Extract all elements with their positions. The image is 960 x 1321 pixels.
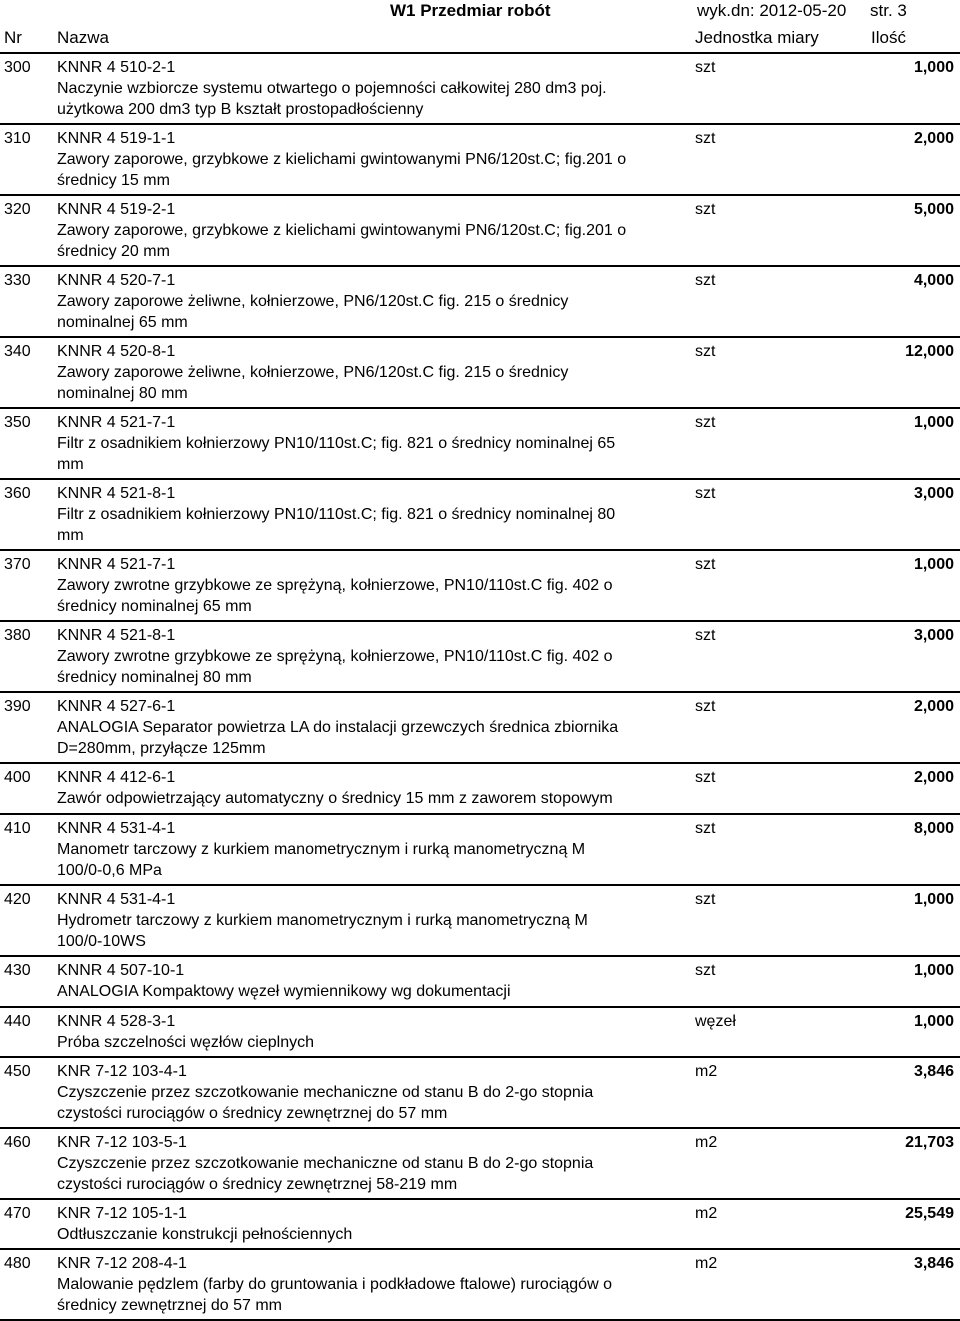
row-quantity: 2,000 <box>913 698 954 715</box>
catalog-code: KNNR 4 520-7-1 <box>57 272 176 289</box>
table-header <box>0 24 960 54</box>
column-header-quantity: Ilość <box>871 28 906 47</box>
document-date: wyk.dn: 2012-05-20 <box>697 1 847 20</box>
catalog-code: KNNR 4 520-8-1 <box>57 343 176 360</box>
row-description <box>57 1200 697 1247</box>
description-line: mm <box>57 527 84 544</box>
description-line: nominalnej 80 mm <box>57 385 188 402</box>
catalog-code: KNR 7-12 105-1-1 <box>57 1205 187 1222</box>
row-description <box>57 1129 697 1197</box>
row-unit: węzeł <box>695 1013 736 1030</box>
description-line: Zawory zaporowe żeliwne, kołnierzowe, PN6/120st.C fig. 215 o średnicy <box>57 293 569 310</box>
row-description <box>57 693 697 761</box>
description-line: ANALOGIA Separator powietrza LA do instalacji grzewczych średnica zbiornika <box>57 719 619 736</box>
table-row <box>0 886 960 957</box>
description-line: Manometr tarczowy z kurkiem manometrycznym i rurką manometryczną M <box>57 841 586 858</box>
row-quantity: 2,000 <box>913 130 954 147</box>
row-unit: szt <box>695 343 716 360</box>
catalog-code: KNNR 4 510-2-1 <box>57 59 176 76</box>
row-number: 370 <box>4 556 31 573</box>
column-header-name: Nazwa <box>57 28 109 47</box>
row-quantity: 2,000 <box>913 769 954 786</box>
row-number: 480 <box>4 1255 31 1272</box>
row-number: 300 <box>4 59 31 76</box>
row-number: 470 <box>4 1205 31 1222</box>
description-line: ANALOGIA Kompaktowy węzeł wymiennikowy wg dokumentacji <box>57 983 511 1000</box>
description-line: Zawory zaporowe, grzybkowe z kielichami gwintowanymi PN6/120st.C; fig.201 o <box>57 222 627 239</box>
row-unit: szt <box>695 962 716 979</box>
table-row <box>0 480 960 551</box>
document-title: W1 Przedmiar robót <box>390 1 551 20</box>
catalog-code: KNNR 4 531-4-1 <box>57 820 176 837</box>
row-quantity: 25,549 <box>905 1205 954 1222</box>
table-row <box>0 764 960 815</box>
row-unit: szt <box>695 201 716 218</box>
row-unit: szt <box>695 769 716 786</box>
row-quantity: 3,000 <box>913 485 954 502</box>
row-description <box>57 338 697 406</box>
row-description <box>57 1008 697 1055</box>
row-number: 400 <box>4 769 31 786</box>
description-line: Czyszczenie przez szczotkowanie mechaniczne od stanu B do 2-go stopnia <box>57 1155 594 1172</box>
table-row <box>0 622 960 693</box>
row-description <box>57 957 697 1004</box>
row-quantity: 4,000 <box>913 272 954 289</box>
row-number: 460 <box>4 1134 31 1151</box>
row-description <box>57 409 697 477</box>
description-line: mm <box>57 456 84 473</box>
row-unit: m2 <box>695 1134 718 1151</box>
description-line: 100/0-0,6 MPa <box>57 862 162 879</box>
row-number: 330 <box>4 272 31 289</box>
catalog-code: KNNR 4 528-3-1 <box>57 1013 176 1030</box>
row-description <box>57 551 697 619</box>
table-row <box>0 1008 960 1058</box>
description-line: Zawory zaporowe żeliwne, kołnierzowe, PN6/120st.C fig. 215 o średnicy <box>57 364 569 381</box>
catalog-code: KNNR 4 527-6-1 <box>57 698 176 715</box>
row-quantity: 21,703 <box>905 1134 954 1151</box>
catalog-code: KNNR 4 507-10-1 <box>57 962 185 979</box>
row-unit: szt <box>695 698 716 715</box>
row-description <box>57 267 697 335</box>
catalog-code: KNNR 4 412-6-1 <box>57 769 176 786</box>
row-quantity: 1,000 <box>913 414 954 431</box>
description-line: Naczynie wzbiorcze systemu otwartego o pojemności całkowitej 280 dm3 poj. <box>57 80 607 97</box>
table-row <box>0 125 960 196</box>
table-row <box>0 1200 960 1250</box>
row-description <box>57 764 697 811</box>
table-row <box>0 815 960 886</box>
catalog-code: KNR 7-12 103-4-1 <box>57 1063 187 1080</box>
description-line: Czyszczenie przez szczotkowanie mechaniczne od stanu B do 2-go stopnia <box>57 1084 594 1101</box>
description-line: Zawory zwrotne grzybkowe ze sprężyną, kołnierzowe, PN10/110st.C fig. 402 o <box>57 577 613 594</box>
row-number: 360 <box>4 485 31 502</box>
row-description <box>57 886 697 954</box>
catalog-code: KNNR 4 519-1-1 <box>57 130 176 147</box>
description-line: Hydrometr tarczowy z kurkiem manometrycznym i rurką manometryczną M <box>57 912 588 929</box>
description-line: średnicy 15 mm <box>57 172 170 189</box>
description-line: czystości rurociągów o średnicy zewnętrznej 58-219 mm <box>57 1176 458 1193</box>
description-line: średnicy zewnętrznej do 57 mm <box>57 1297 282 1314</box>
row-number: 380 <box>4 627 31 644</box>
description-line: 100/0-10WS <box>57 933 146 950</box>
row-unit: szt <box>695 485 716 502</box>
description-line: średnicy 20 mm <box>57 243 170 260</box>
description-line: Filtr z osadnikiem kołnierzowy PN10/110st.C; fig. 821 o średnicy nominalnej 80 <box>57 506 616 523</box>
row-number: 450 <box>4 1063 31 1080</box>
description-line: Filtr z osadnikiem kołnierzowy PN10/110st.C; fig. 821 o średnicy nominalnej 65 <box>57 435 616 452</box>
row-quantity: 1,000 <box>913 962 954 979</box>
description-line: nominalnej 65 mm <box>57 314 188 331</box>
description-line: Próba szczelności węzłów cieplnych <box>57 1034 314 1051</box>
table-row <box>0 267 960 338</box>
description-line: Odtłuszczanie konstrukcji pełnościennych <box>57 1226 353 1243</box>
description-line: użytkowa 200 dm3 typ B kształt prostopadłościenny <box>57 101 424 118</box>
row-description <box>57 815 697 883</box>
row-quantity: 1,000 <box>913 59 954 76</box>
row-number: 340 <box>4 343 31 360</box>
row-description <box>57 622 697 690</box>
description-line: Zawory zaporowe, grzybkowe z kielichami gwintowanymi PN6/120st.C; fig.201 o <box>57 151 627 168</box>
table-row <box>0 54 960 125</box>
catalog-code: KNR 7-12 208-4-1 <box>57 1255 187 1272</box>
table-row <box>0 693 960 764</box>
description-line: średnicy nominalnej 80 mm <box>57 669 252 686</box>
row-number: 430 <box>4 962 31 979</box>
row-unit: szt <box>695 627 716 644</box>
row-unit: szt <box>695 130 716 147</box>
catalog-code: KNR 7-12 103-5-1 <box>57 1134 187 1151</box>
row-number: 410 <box>4 820 31 837</box>
table-row <box>0 1129 960 1200</box>
description-line: Zawór odpowietrzający automatyczny o średnicy 15 mm z zaworem stopowym <box>57 790 613 807</box>
catalog-code: KNNR 4 519-2-1 <box>57 201 176 218</box>
row-description <box>57 1058 697 1126</box>
row-description <box>57 54 697 122</box>
row-quantity: 12,000 <box>905 343 954 360</box>
row-unit: szt <box>695 59 716 76</box>
row-description <box>57 196 697 264</box>
row-unit: szt <box>695 820 716 837</box>
description-line: czystości rurociągów o średnicy zewnętrznej do 57 mm <box>57 1105 448 1122</box>
row-quantity: 1,000 <box>913 891 954 908</box>
column-header-unit: Jednostka miary <box>695 28 819 47</box>
catalog-code: KNNR 4 521-7-1 <box>57 556 176 573</box>
table-row <box>0 551 960 622</box>
table-row <box>0 338 960 409</box>
description-line: Zawory zwrotne grzybkowe ze sprężyną, kołnierzowe, PN10/110st.C fig. 402 o <box>57 648 613 665</box>
row-unit: m2 <box>695 1255 718 1272</box>
row-number: 440 <box>4 1013 31 1030</box>
row-unit: szt <box>695 414 716 431</box>
row-number: 350 <box>4 414 31 431</box>
column-header-nr: Nr <box>4 28 22 47</box>
catalog-code: KNNR 4 531-4-1 <box>57 891 176 908</box>
table-row <box>0 409 960 480</box>
row-number: 420 <box>4 891 31 908</box>
table-row <box>0 196 960 267</box>
catalog-code: KNNR 4 521-8-1 <box>57 627 176 644</box>
row-number: 320 <box>4 201 31 218</box>
catalog-code: KNNR 4 521-8-1 <box>57 485 176 502</box>
row-quantity: 1,000 <box>913 1013 954 1030</box>
row-quantity: 3,846 <box>913 1063 954 1080</box>
row-description <box>57 1250 697 1318</box>
description-line: średnicy nominalnej 65 mm <box>57 598 252 615</box>
table-row <box>0 1250 960 1321</box>
table-row <box>0 1058 960 1129</box>
row-number: 390 <box>4 698 31 715</box>
row-quantity: 1,000 <box>913 556 954 573</box>
row-number: 310 <box>4 130 31 147</box>
page-number: str. 3 <box>870 1 907 20</box>
row-quantity: 8,000 <box>913 820 954 837</box>
table-row <box>0 957 960 1008</box>
row-quantity: 3,000 <box>913 627 954 644</box>
row-quantity: 5,000 <box>913 201 954 218</box>
page-header <box>0 0 960 22</box>
row-unit: m2 <box>695 1063 718 1080</box>
row-description <box>57 125 697 193</box>
row-unit: szt <box>695 556 716 573</box>
description-line: D=280mm, przyłącze 125mm <box>57 740 266 757</box>
description-line: Malowanie pędzlem (farby do gruntowania i podkładowe ftalowe) rurociągów o <box>57 1276 612 1293</box>
row-description <box>57 480 697 548</box>
catalog-code: KNNR 4 521-7-1 <box>57 414 176 431</box>
row-unit: szt <box>695 272 716 289</box>
row-unit: m2 <box>695 1205 718 1222</box>
row-quantity: 3,846 <box>913 1255 954 1272</box>
table-body <box>0 54 960 1321</box>
row-unit: szt <box>695 891 716 908</box>
